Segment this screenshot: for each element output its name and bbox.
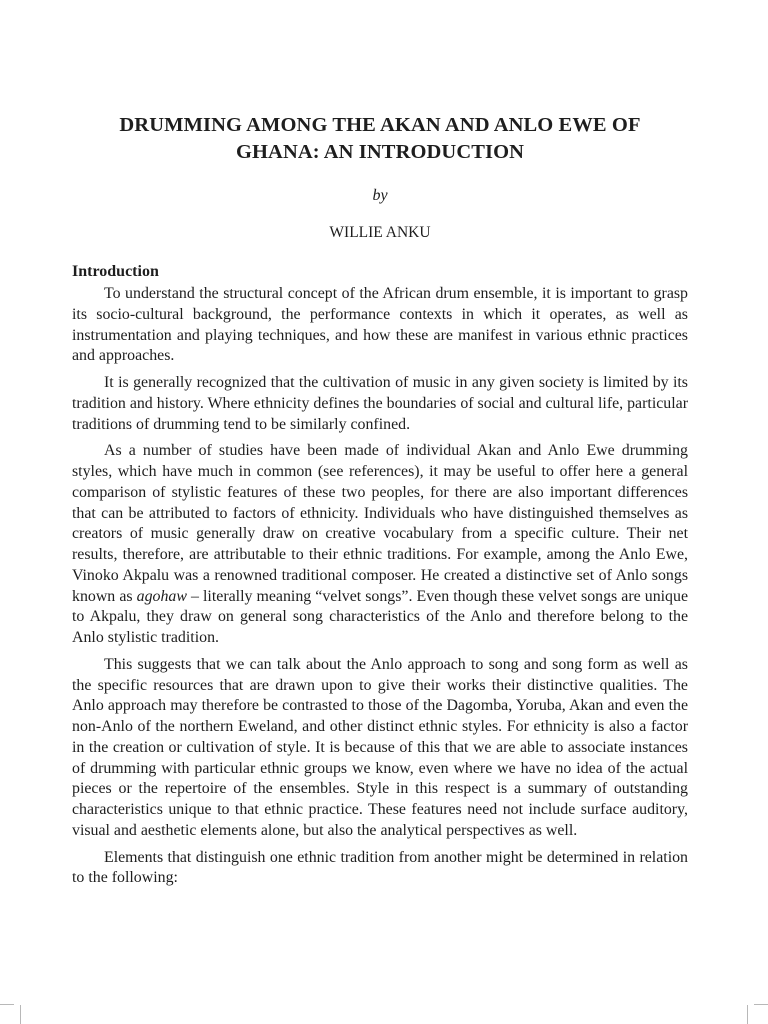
section-heading-introduction: Introduction	[72, 263, 159, 280]
paragraph-3-term: agohaw	[136, 587, 187, 605]
crop-mark-left-horizontal	[0, 1004, 14, 1005]
paragraph-3-text-b: – literally meaning “velvet songs”. Even though these velvet songs are unique to Akpalu, they draw on general song characteristics of the Anlo and therefore belong to the Anlo stylistic tradition.	[72, 587, 688, 646]
paragraph-4: This suggests that we can talk about the Anlo approach to song and song form as well as the specific resources that are drawn upon to give their works their distinctive qualities. The Anlo approach may therefore be contrasted to those of the Dagomba, Yoruba, Akan and even the non-Anlo of the northern Eweland, and other distinct ethnic styles. For ethnicity is also a factor in the creation or cultivation of style. It is because of this that we are able to associate instances of drumming with particular ethnic groups we know, even where we have no idea of the actual pieces or the repertoire of the ensembles. Style in this respect is a summary of outstanding characteristics unique to that ethnic practice. These features need not include surface auditory, visual and aesthetic elements alone, but also the analytical perspectives as well.	[72, 655, 688, 839]
paragraph-1: To understand the structural concept of the African drum ensemble, it is important to grasp its socio-cultural background, the performance contexts in which it operates, as well as instrumentation and playing techniques, and how these are manifest in various ethnic practices and approaches.	[72, 285, 688, 365]
byline: by	[372, 187, 388, 204]
paragraph-3	[72, 441, 688, 649]
crop-mark-right-horizontal	[754, 1004, 768, 1005]
article-title-line-1: DRUMMING AMONG THE AKAN AND ANLO EWE OF	[119, 114, 641, 136]
crop-mark-left-vertical	[20, 1005, 21, 1024]
paragraph-2: It is generally recognized that the cultivation of music in any given society is limited by its tradition and history. Where ethnicity defines the boundaries of social and cultural life, particular traditions of drumming tend to be similarly confined.	[72, 374, 688, 433]
article-title	[72, 112, 688, 166]
article-title-line-2: GHANA: AN INTRODUCTION	[235, 141, 525, 163]
paragraph-3-text-a: As a number of studies have been made of individual Akan and Anlo Ewe drumming styles, which have much in common (see references), it may be useful to offer here a general comparison of stylistic features of these two peoples, for there are also important differences that can be attributed to factors of ethnicity. Individuals who have distinguished themselves as creators of music generally draw on creative vocabulary from a specific culture. Their net results, therefore, are attributable to their ethnic traditions. For example, among the Anlo Ewe, Vinoko Akpalu was a renowned traditional composer. He created a distinctive set of Anlo songs known as	[72, 442, 688, 605]
paragraph-5: Elements that distinguish one ethnic tradition from another might be determined in relation to the following:	[72, 848, 688, 887]
author-name: WILLIE ANKU	[329, 224, 431, 241]
crop-mark-right-vertical	[747, 1005, 748, 1024]
article-page	[72, 112, 688, 889]
